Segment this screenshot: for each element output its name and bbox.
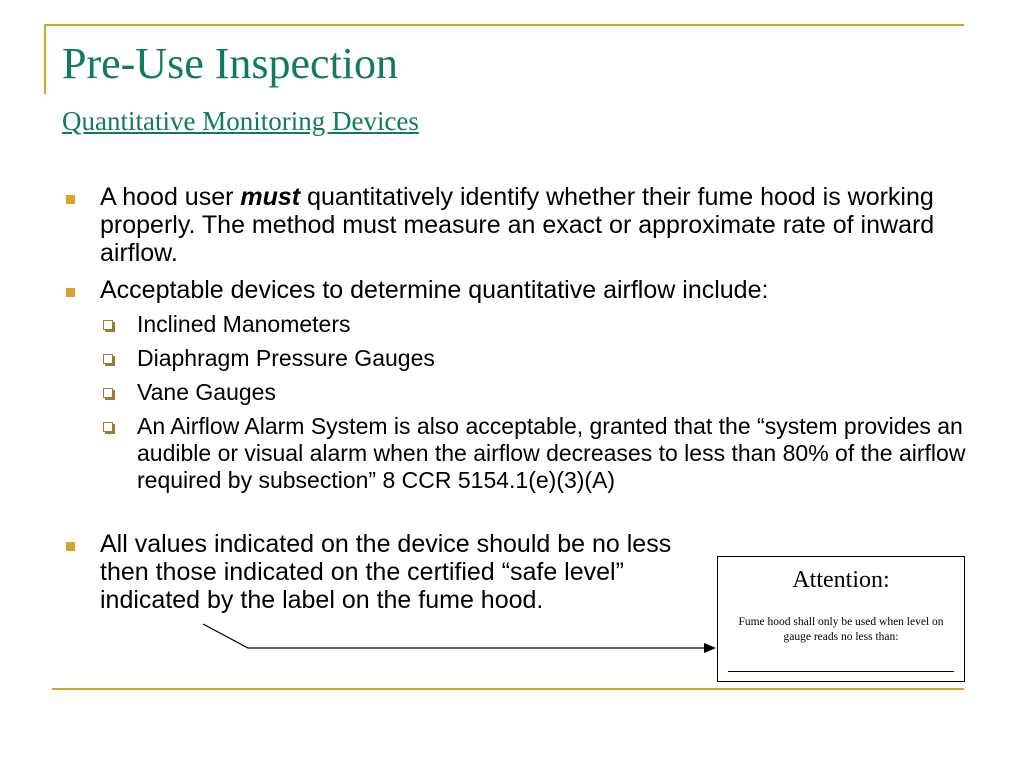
attention-blank-line: [728, 671, 954, 672]
bullet-1-emphasis: must: [240, 183, 301, 211]
sub-bullet-3: Vane Gauges: [137, 379, 276, 405]
bullet-3: All values indicated on the device should be no less then those indicated on the certified “safe level” indicated by the label on the fume hood.: [100, 530, 672, 614]
attention-title: Attention:: [792, 567, 890, 593]
attention-label: [717, 556, 965, 682]
bullet-2: Acceptable devices to determine quantitative airflow include:: [100, 276, 769, 304]
slide-title: Pre-Use Inspection: [62, 39, 399, 88]
attention-text: Fume hood shall only be used when level on gauge reads no less than:: [738, 616, 944, 643]
bottom-rule: [52, 688, 964, 690]
slide-subtitle: Quantitative Monitoring Devices: [62, 106, 419, 136]
sub-bullet-2: Diaphragm Pressure Gauges: [137, 345, 435, 371]
sub-bullet-1: Inclined Manometers: [137, 311, 351, 337]
bullet-1-pre: A hood user: [100, 183, 241, 211]
bullet-1-post: quantitatively identify whether their fume hood is working properly. The method must measure an exact or approximate rate of inward airflow.: [100, 183, 935, 267]
sub-bullet-4: An Airflow Alarm System is also acceptable, granted that the “system provides an audible or visual alarm when the airflow decreases to less than 80% of the airflow required by subsection” 8 CCR 5154.1(e)(3)(A): [137, 413, 966, 493]
